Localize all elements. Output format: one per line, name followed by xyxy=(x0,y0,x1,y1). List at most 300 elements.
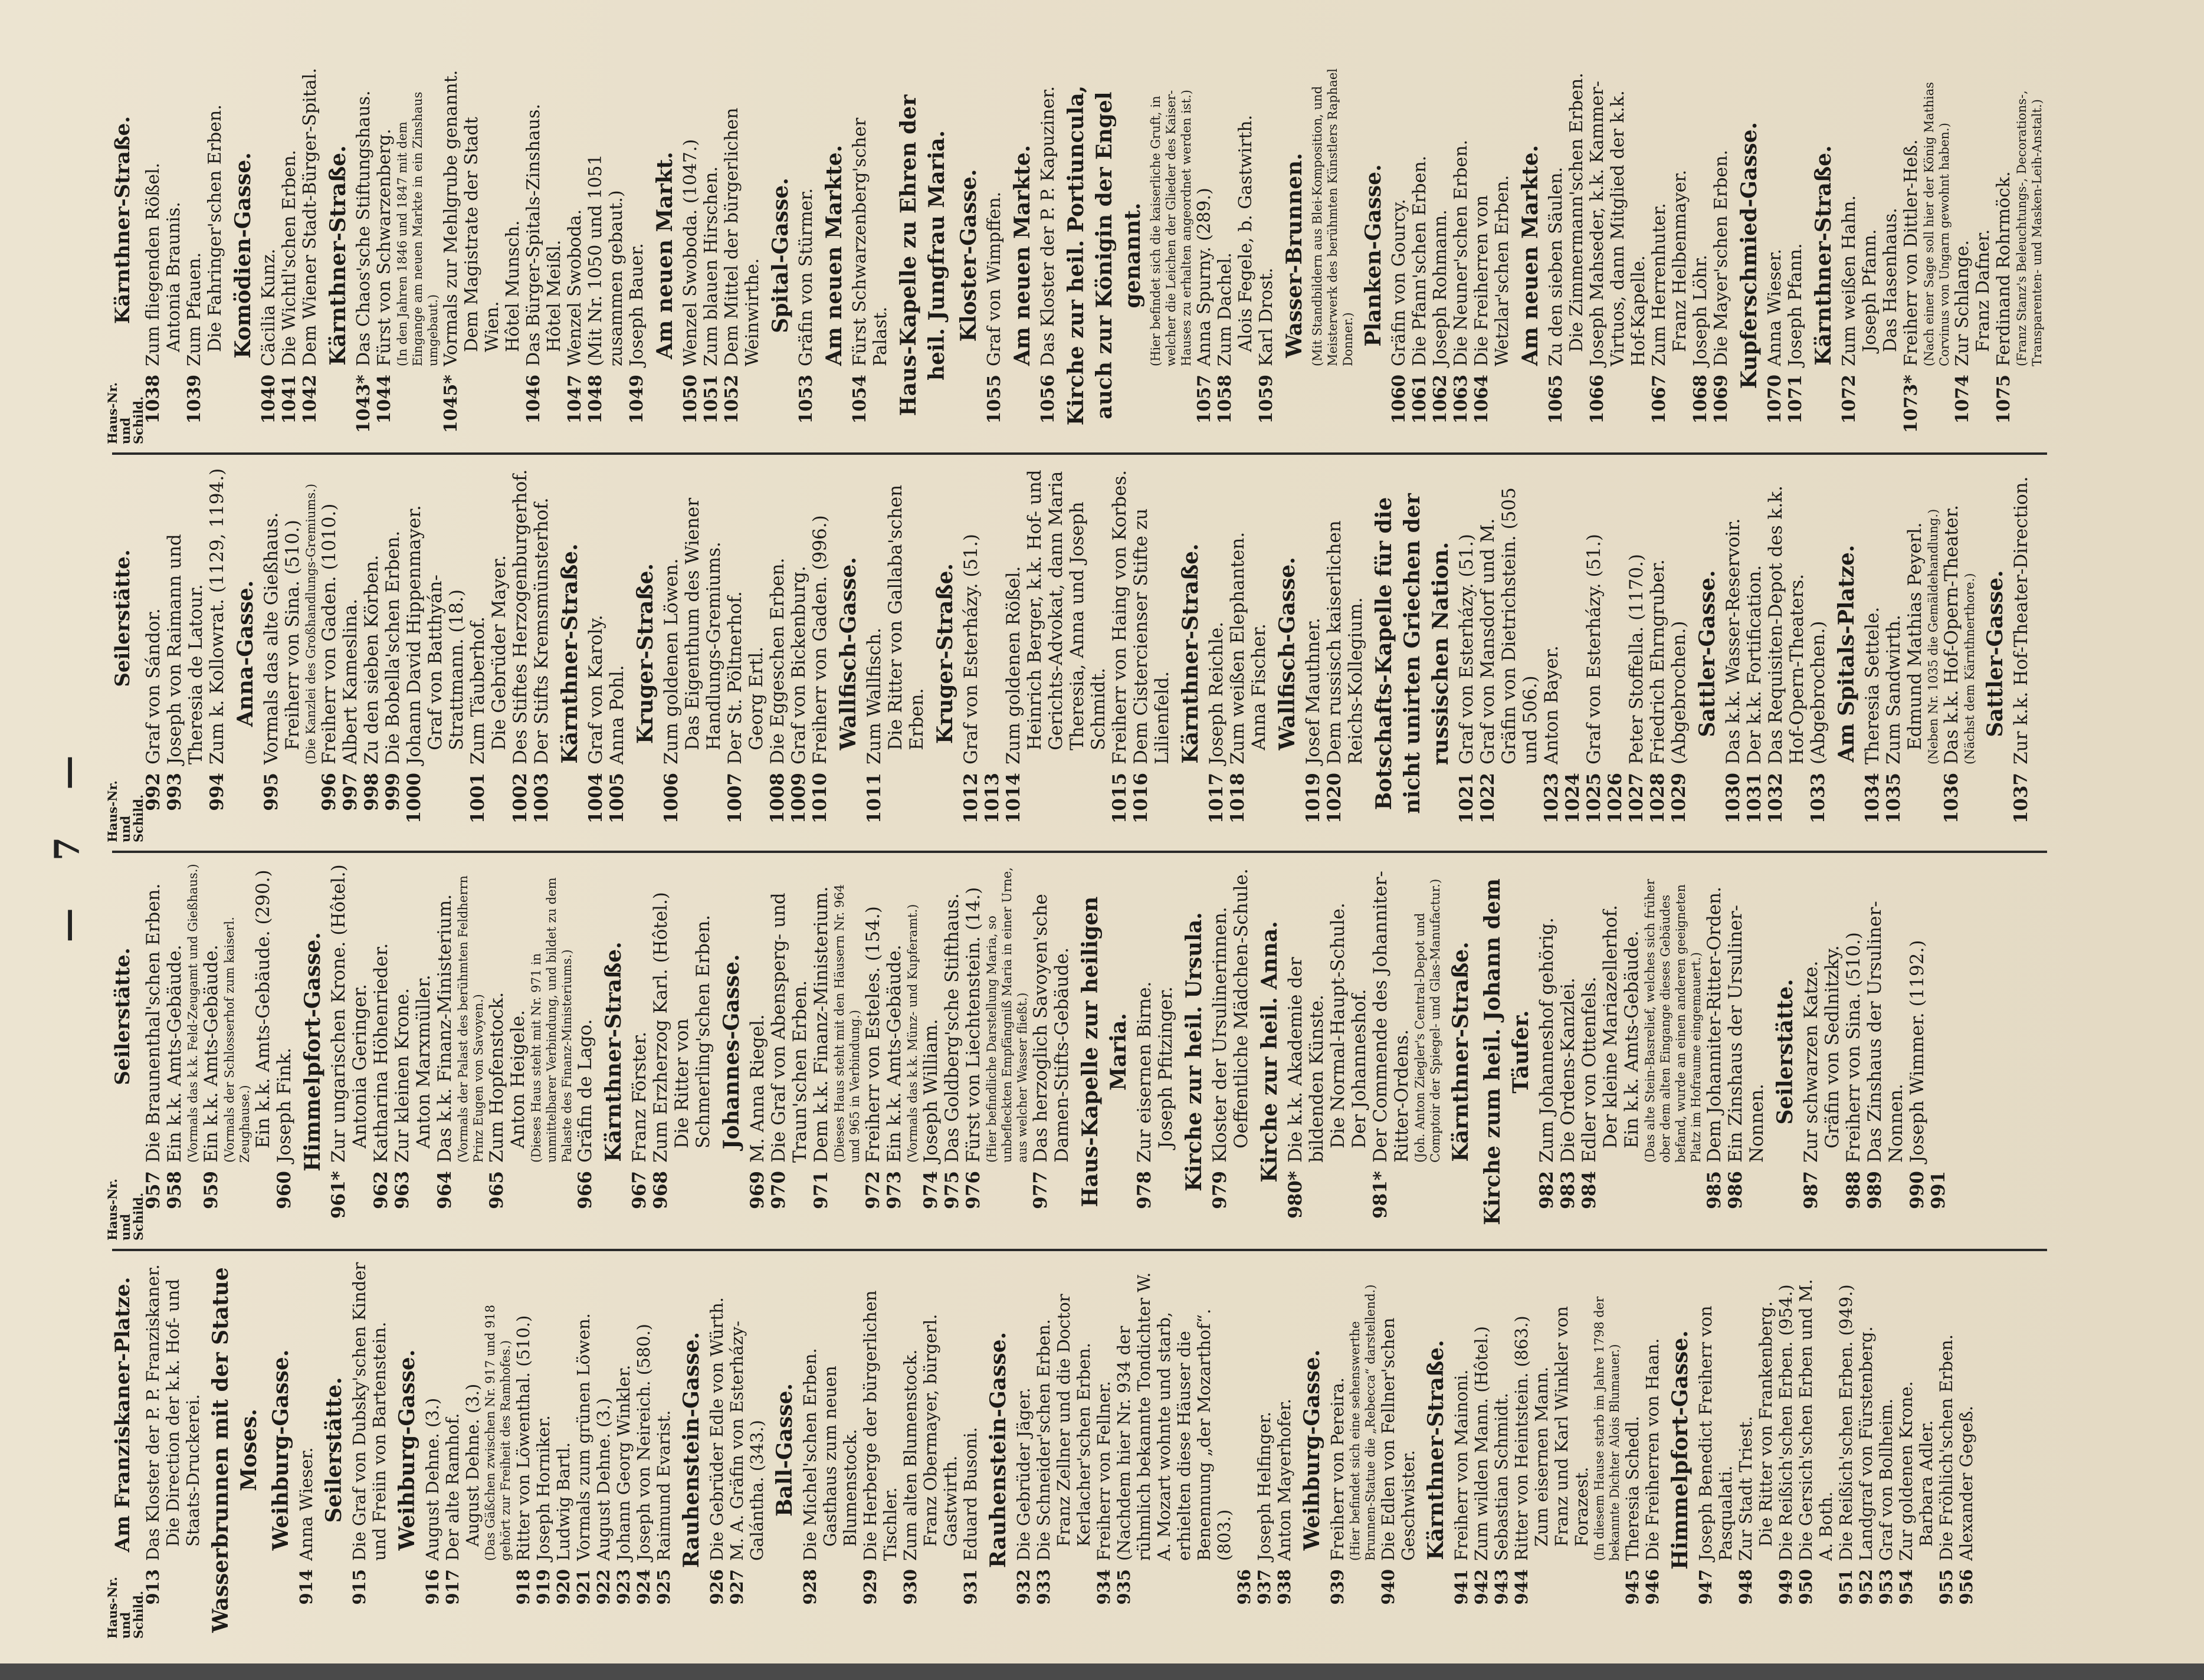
street-heading: Kirche zur heil. Portiuncula, auch zur Königin der Engel genannt. xyxy=(1064,85,1145,426)
house-number xyxy=(1822,1163,1843,1241)
owner-name: Joseph Pfann. xyxy=(1859,229,1880,352)
house-number: 1058 xyxy=(1215,375,1235,424)
owner-name: Ferdinand Rohrmöck. xyxy=(1993,171,2014,366)
house-number: 993 xyxy=(164,773,185,811)
directory-entry xyxy=(1973,67,1993,444)
directory-entry xyxy=(1054,1261,1094,1639)
house-number: 1018 xyxy=(1227,773,1248,824)
house-number xyxy=(463,1561,483,1639)
house-number: 940 xyxy=(1378,1569,1398,1605)
house-number xyxy=(1024,764,1109,842)
directory-entry xyxy=(1227,465,1248,842)
owner-name: Edmund Mathias Peyerl. xyxy=(1904,522,1926,750)
owner-name: Zum goldenen Löwen. xyxy=(661,558,682,764)
house-number xyxy=(205,366,225,444)
directory-entry xyxy=(1765,465,1808,842)
house-number: 946 xyxy=(1642,1569,1662,1605)
directory-entry xyxy=(1736,1261,1756,1639)
owner-name: Das Goldberg'sche Stifthaus. xyxy=(942,893,963,1163)
street-heading: Am Franziskaner-Platze. xyxy=(111,1277,135,1553)
owner-name: Zum Sandwirth. xyxy=(1883,615,1904,764)
house-number: 1008 xyxy=(767,773,788,824)
street-heading: Weihburg-Gasse. xyxy=(395,1349,419,1551)
owner-name: Die Eggeschen Erben. xyxy=(767,557,788,764)
owner-name: Theresia Settele. xyxy=(1862,606,1883,764)
house-number xyxy=(1248,764,1270,842)
house-number: 991 xyxy=(1928,1171,1949,1209)
directory-entry xyxy=(1209,863,1231,1241)
owner-name: Heinrich Berger, k.k. Hof- und Gerichts-Advokat, dann Maria Theresia, Anna und Joseph Schmidt. xyxy=(1024,470,1109,750)
directory-entry xyxy=(163,1261,203,1639)
owner-name: Das k.k. Wasser-Reservoir. xyxy=(1723,518,1744,764)
directory-entry xyxy=(349,1261,389,1639)
directory-entry xyxy=(258,67,279,444)
house-number: 969 xyxy=(747,1171,768,1209)
directory-entry xyxy=(1557,863,1579,1241)
directory-entry xyxy=(796,67,816,444)
owner-name: Freiherr von Sina. (510.) xyxy=(282,520,303,750)
house-number: 1054 xyxy=(850,375,870,424)
owner-name: August Dehne. (3.) xyxy=(422,1397,442,1561)
directory-entry xyxy=(942,863,963,1241)
house-number: 958 xyxy=(164,1171,185,1209)
house-number: 914 xyxy=(296,1569,316,1605)
house-number: 961* xyxy=(328,1171,349,1219)
directory-entry xyxy=(1668,465,1690,842)
owner-name: Edler von Ottenfels. xyxy=(1579,976,1600,1163)
directory-entry xyxy=(1541,465,1562,842)
owner-name: Franz Dafner. xyxy=(1973,229,1993,352)
entry-note: (Hier befindet sich die kaiserliche Gruft, in welcher die Leichen der Glieder des Kaiser-Hauses zu erhalten angeordnet werden ist.) xyxy=(1149,90,1193,366)
owner-name: Graf von Bollheim. xyxy=(1876,1398,1896,1561)
entry-note: (Nächst dem Kärnthnerthore.) xyxy=(1963,573,1977,764)
owner-name: Zum weißen Hahn. xyxy=(1839,195,1859,366)
owner-name: Dem Johanniter-Ritter-Orden. xyxy=(1704,887,1725,1163)
house-number xyxy=(1904,764,1926,842)
owner-name: M. Anna Riegel. xyxy=(747,1014,768,1163)
directory-entry xyxy=(606,465,628,842)
directory-entry xyxy=(920,1261,960,1639)
house-number: 1068 xyxy=(1690,375,1711,424)
street-heading: Kupferschmied-Gasse. xyxy=(1737,122,1762,389)
house-number: 970 xyxy=(768,1171,789,1209)
directory-entry xyxy=(461,67,503,444)
owner-name: Anton Bayer. xyxy=(1541,645,1562,764)
directory-entry xyxy=(1836,1261,1856,1639)
entry-note: (Joh. Anton Ziegler's Central-Depot und Comptoir der Spiegel- und Glas-Manufactur.) xyxy=(1413,878,1442,1163)
owner-name: Zum Täuberhof. xyxy=(467,616,488,764)
owner-name: August Dehne. (3.) xyxy=(593,1397,614,1561)
directory-entry xyxy=(1839,67,1859,444)
street-heading: Kruger-Straße. xyxy=(933,563,957,744)
owner-name: Die Neuner'schen Erben. xyxy=(1451,139,1471,366)
owner-name: Das Chaos'sche Stiftungshaus. xyxy=(353,90,374,366)
owner-name: Anna Spurny. (289.) xyxy=(1194,188,1215,366)
house-number xyxy=(682,764,724,842)
house-number xyxy=(746,764,767,842)
directory-entry xyxy=(370,863,392,1241)
street-heading: Wallfisch-Gasse. xyxy=(1275,557,1300,750)
column-header xyxy=(105,465,146,842)
house-number: 978 xyxy=(1134,1171,1155,1209)
owner-name: Fürst Schwarzenberg'scher Palast. xyxy=(850,117,891,366)
directory-entry xyxy=(503,67,523,444)
owner-name: Die Direction der k.k. Hof- und Staats-Druckerei. xyxy=(163,1279,203,1547)
entry-note: (In den Jahren 1846 und 1847 mit dem Eingange am neuen Markte in ein Zinshaus umgebaut.) xyxy=(395,91,440,366)
house-number: 1023 xyxy=(1541,773,1562,824)
house-number: 1017 xyxy=(1206,773,1227,824)
owner-name: (Mit Nr. 1050 und 1051 zusammen gebaut.) xyxy=(585,154,627,366)
owner-name: Zum k. Kollowrat. (1129, 1194.) xyxy=(206,468,228,764)
directory-entry xyxy=(1477,465,1541,842)
directory-entry xyxy=(488,465,510,842)
column-header xyxy=(105,863,146,1241)
house-number: 1025 xyxy=(1583,773,1605,824)
owner-name: Zum fliegenden Rößel. xyxy=(143,162,163,366)
directory-entry xyxy=(143,1261,163,1639)
owner-name: Peter Stoffella. (1170.) xyxy=(1626,554,1647,764)
street-heading: Kirche zur heil. Anna. xyxy=(1257,921,1282,1183)
directory-entry xyxy=(513,1261,533,1639)
house-number: 1036 xyxy=(1941,773,1962,824)
owner-name: Zur ungarischen Krone. (Hôtel.) xyxy=(328,864,349,1163)
owner-name: Die Wichtl'schen Erben. xyxy=(279,149,300,366)
directory-entry xyxy=(984,67,1005,444)
directory-entry xyxy=(1904,465,1926,842)
house-number: 983 xyxy=(1557,1171,1579,1209)
house-number: 976 xyxy=(963,1171,984,1209)
directory-entry xyxy=(164,465,206,842)
house-number: 947 xyxy=(1695,1569,1716,1605)
directory-entry xyxy=(1876,1261,1896,1639)
column-2 xyxy=(106,863,2053,1241)
column-body xyxy=(143,465,2032,842)
house-number: 1014 xyxy=(1003,773,1024,824)
house-number: 959 xyxy=(201,1171,222,1209)
owner-name: Zur goldenen Krone. xyxy=(1896,1381,1916,1561)
entry-note: (Das Gäßchen zwischen Nr. 917 und 918 gehört zur Freiheit des Ramhofes.) xyxy=(483,1304,513,1561)
street-heading: Kirche zur heil. Ursula. xyxy=(1182,912,1206,1192)
street-heading: Seilerstätte. xyxy=(111,947,135,1085)
street-heading: Haus-Kapelle zur heiligen Maria. xyxy=(1078,896,1131,1208)
house-number xyxy=(1670,366,1690,444)
house-number: 1045* xyxy=(441,375,461,434)
directory-entry xyxy=(862,863,884,1241)
directory-entry xyxy=(788,465,809,842)
directory-entry xyxy=(1800,863,1822,1241)
directory-entry xyxy=(1471,67,1513,444)
owner-name: Anna Fischer. xyxy=(1248,624,1270,750)
house-number: 980* xyxy=(1285,1171,1306,1219)
owner-name: Ein k.k. Amts-Gebäude. xyxy=(1621,930,1642,1149)
owner-name: Alois Fegele, b. Gastwirth. xyxy=(1235,114,1256,352)
owner-name: Landgraf von Fürstenberg. xyxy=(1856,1326,1876,1561)
directory-entry xyxy=(1234,1261,1254,1639)
directory-entry xyxy=(1134,863,1155,1241)
directory-entry xyxy=(422,1261,442,1639)
house-number: 972 xyxy=(862,1171,884,1209)
directory-entry xyxy=(510,465,531,842)
house-number: 955 xyxy=(1936,1569,1956,1605)
house-number: 1002 xyxy=(510,773,531,824)
directory-entry xyxy=(920,863,942,1241)
house-number xyxy=(282,764,303,842)
owner-name xyxy=(1234,1261,1254,1561)
house-number: 1057 xyxy=(1194,375,1215,424)
directory-entry xyxy=(1587,67,1649,444)
owner-name: Franz Förster. xyxy=(629,1031,650,1163)
directory-entry xyxy=(413,863,434,1241)
directory-entry xyxy=(1695,1261,1736,1639)
owner-name: Des Stiftes Herzogenburgerhof. xyxy=(510,469,531,764)
owner-name: Antonia Braunis. xyxy=(163,202,184,352)
house-number: 922 xyxy=(593,1569,614,1605)
street-heading: Seilerstätte. xyxy=(322,1377,346,1523)
directory-entry xyxy=(800,1261,820,1639)
house-number: 1028 xyxy=(1647,773,1668,824)
directory-entry xyxy=(434,863,455,1241)
entry-note: (Dieses Haus steht mit den Häusern Nr. 964 und 965 in Verbindung.) xyxy=(832,884,862,1163)
directory-entry xyxy=(809,465,831,842)
directory-entry xyxy=(143,863,164,1241)
directory-entry xyxy=(1704,863,1725,1241)
directory-entry xyxy=(1764,67,1785,444)
directory-entry xyxy=(1579,863,1600,1241)
owner-name: Die Graf von Abensperg- und Traun'schen Erben. xyxy=(768,892,811,1163)
house-number: 975 xyxy=(942,1171,963,1209)
house-number: 990 xyxy=(1907,1171,1928,1209)
directory-entry xyxy=(1206,465,1227,842)
owner-name: Anton Mayerhofer. xyxy=(1274,1399,1294,1561)
house-number: 918 xyxy=(513,1569,533,1605)
house-number xyxy=(1531,1561,1552,1639)
house-number: 929 xyxy=(860,1569,880,1605)
directory-entry xyxy=(1711,67,1731,444)
owner-name: Graf von Karoly. xyxy=(585,615,606,764)
directory-entry xyxy=(1451,67,1471,444)
directory-entry xyxy=(143,465,164,842)
directory-entry xyxy=(650,863,671,1241)
directory-entry xyxy=(340,465,361,842)
house-number-label: Haus-Nr. und Schild. xyxy=(105,382,146,444)
owner-name: Die Freiherren von Wetzlar'schen Erben. xyxy=(1471,175,1513,366)
column-header xyxy=(105,67,146,444)
street-heading: Wallfisch-Gasse. xyxy=(836,557,861,750)
owner-name: Die Reißich'schen Erben. (954.) xyxy=(1776,1284,1796,1561)
directory-entry xyxy=(627,67,647,444)
owner-name: Franz und Karl Winkler von Forazest. xyxy=(1552,1306,1592,1547)
owner-name: Die Mayer'schen Erben. xyxy=(1711,149,1731,366)
owner-name: Das Hasenhaus. xyxy=(1880,208,1901,352)
house-number: 984 xyxy=(1579,1171,1600,1209)
house-number: 928 xyxy=(800,1569,820,1605)
directory-entry xyxy=(1303,465,1324,842)
owner-name: Joseph Rohmann. xyxy=(1430,209,1451,366)
owner-name: Zur Stadt Triest. xyxy=(1736,1416,1756,1561)
entry-note: (Hier befindliche Darstellung Maria, so unbefleckten Empfängniß Maria in einer Urne, aus welcher Wasser fließt.) xyxy=(985,867,1029,1163)
owner-name: Die Schneider'schen Erben. xyxy=(1034,1319,1054,1561)
house-number: 956 xyxy=(1956,1569,1976,1605)
directory-entry xyxy=(467,465,488,842)
directory-entry xyxy=(252,863,274,1241)
street-heading: Planken-Gasse. xyxy=(1361,164,1386,347)
street-heading: Anna-Gasse. xyxy=(233,580,258,727)
house-number xyxy=(885,764,927,842)
directory-entry xyxy=(982,465,1003,842)
directory-entry xyxy=(441,67,461,444)
directory-entry xyxy=(1451,1261,1471,1639)
owner-name: Vormals zur Mehlgrube genannt. xyxy=(441,70,461,366)
owner-name: Sebastian Schmidt. xyxy=(1491,1393,1511,1561)
owner-name: Der Commende des Johanniter-Ritter-Ordens. xyxy=(1370,871,1412,1163)
house-number xyxy=(671,1163,714,1241)
owner-name: Kloster der Ursulinerinnen. xyxy=(1209,907,1231,1163)
owner-name: Antonia Geringer. xyxy=(349,984,370,1149)
house-number: 964 xyxy=(434,1171,455,1209)
house-number: 1034 xyxy=(1862,773,1883,824)
column-body xyxy=(143,1261,1976,1639)
directory-entry xyxy=(164,863,185,1241)
owner-name: Josef Mauthner. xyxy=(1303,618,1324,764)
directory-entry xyxy=(1859,67,1880,444)
directory-entry xyxy=(1796,1261,1836,1639)
directory-entry xyxy=(1430,67,1451,444)
house-number: 981* xyxy=(1370,1171,1391,1219)
house-number: 923 xyxy=(614,1569,634,1605)
directory-entry xyxy=(884,863,905,1241)
column-1 xyxy=(106,1261,2053,1639)
house-number xyxy=(1621,1163,1642,1241)
house-number-label: Haus-Nr. und Schild. xyxy=(105,780,146,842)
house-number: 952 xyxy=(1856,1569,1876,1605)
owner-name: Die Reißich'schen Erben. (949.) xyxy=(1836,1284,1856,1561)
street-heading: Kärnthner-Straße. xyxy=(111,116,135,324)
owner-name: Das Bürger-Spitals-Zinshaus. xyxy=(523,103,544,366)
house-number-label: Haus-Nr. und Schild. xyxy=(105,1577,146,1639)
house-number: 1044 xyxy=(374,375,395,424)
directory-entry xyxy=(671,863,714,1241)
house-number xyxy=(1880,366,1901,444)
directory-entry xyxy=(1370,863,1412,1241)
house-number: 994 xyxy=(206,773,228,811)
owner-name: Joseph von Raimann und Theresia de Latour. xyxy=(164,534,206,764)
house-number: 943 xyxy=(1491,1569,1511,1605)
directory-entry xyxy=(1642,1261,1662,1639)
house-number: 951 xyxy=(1836,1569,1856,1605)
owner-name: Friedrich Ehrngruber. xyxy=(1647,559,1668,764)
directory-entry xyxy=(1756,1261,1776,1639)
owner-name: Die Gersich'schen Erben und M. A. Both. xyxy=(1796,1279,1836,1561)
owner-name: Die Gebrüder Mayer. xyxy=(488,555,510,750)
owner-name: Die Edlen von Fellner'schen Geschwister. xyxy=(1378,1317,1418,1561)
directory-entry xyxy=(206,465,228,842)
street-heading: Himmelpfort-Gasse. xyxy=(300,932,325,1172)
owner-name: Wenzel Swoboda. xyxy=(565,209,585,366)
owner-name: Die Ritter von Frankenberg. xyxy=(1756,1301,1776,1547)
directory-entry xyxy=(296,1261,316,1639)
house-number: 1022 xyxy=(1477,773,1498,824)
house-number xyxy=(349,1163,370,1241)
directory-entry xyxy=(349,863,370,1241)
directory-entry xyxy=(1231,863,1252,1241)
street-heading: Johannes-Gasse. xyxy=(719,954,744,1150)
directory-entry xyxy=(353,67,374,444)
directory-entry xyxy=(724,465,746,842)
owner-name: (Abgebrochen.) xyxy=(1668,621,1690,764)
directory-entry xyxy=(1256,67,1277,444)
house-number: 920 xyxy=(553,1569,573,1605)
owner-name: Joseph von Neireich. (580.) xyxy=(634,1324,654,1561)
house-number xyxy=(488,764,510,842)
directory-entry xyxy=(319,465,340,842)
directory-entry xyxy=(707,1261,727,1639)
directory-entry xyxy=(1215,67,1235,444)
directory-entry xyxy=(184,67,205,444)
house-number xyxy=(1231,1163,1252,1241)
directory-entry xyxy=(1862,465,1883,842)
directory-entry xyxy=(885,465,927,842)
owner-name: Zu den sieben Säulen. xyxy=(1546,166,1566,366)
owner-name: Franz Helbenmayer. xyxy=(1670,169,1690,352)
owner-name: Joseph Bauer. xyxy=(627,243,647,366)
owner-name: Vormals das alte Gießhaus. xyxy=(261,512,282,764)
owner-name: Raimund Evarist. xyxy=(654,1410,674,1561)
owner-name: Ein k.k. Amts-Gebäude. xyxy=(164,944,185,1163)
house-number: 1004 xyxy=(585,773,606,824)
house-number: 1039 xyxy=(184,375,205,424)
house-number: 953 xyxy=(1876,1569,1896,1605)
directory-entry xyxy=(811,863,832,1241)
directory-entry xyxy=(629,863,650,1241)
directory-entry xyxy=(1114,1261,1234,1639)
entry-note: (Nach einer Sage soll hier der König Mathias Corvinus von Ungarn gewohnt haben.) xyxy=(1922,82,1952,366)
house-number: 996 xyxy=(319,773,340,811)
house-number: 1007 xyxy=(724,773,746,824)
house-number: 1001 xyxy=(467,773,488,824)
street-heading: Kirche zum heil. Johann dem Täufer. xyxy=(1480,878,1533,1225)
directory-entry xyxy=(727,1261,767,1639)
owner-name: Die Pfann'schen Erben. xyxy=(1409,155,1430,366)
house-number: 1015 xyxy=(1109,773,1130,824)
column-header xyxy=(105,1261,146,1639)
house-number: 921 xyxy=(573,1569,593,1605)
house-number: 1073* xyxy=(1901,375,1921,434)
column-divider xyxy=(112,452,2047,455)
owner-name: Das Zinshaus der Ursuliner-Nonnen. xyxy=(1864,901,1907,1163)
owner-name: Das Eigenthum des Wiener Handlungs-Gremiums. xyxy=(682,497,724,750)
directory-entry xyxy=(1324,465,1366,842)
street-heading: Rauhenstein-Gasse. xyxy=(679,1331,704,1569)
house-number xyxy=(544,366,565,444)
house-number: 1053 xyxy=(796,375,816,424)
owner-name: Ein k.k. Amts-Gebäude. xyxy=(201,944,222,1163)
owner-name: Eduard Busoni. xyxy=(960,1427,980,1561)
house-number: 927 xyxy=(727,1569,747,1605)
house-number: 945 xyxy=(1622,1569,1642,1605)
house-number: 930 xyxy=(900,1569,920,1605)
house-number: 936 xyxy=(1234,1569,1254,1605)
directory-entry xyxy=(300,67,320,444)
house-number xyxy=(1600,1163,1621,1241)
directory-entry xyxy=(850,67,891,444)
directory-entry xyxy=(1626,465,1647,842)
directory-entry xyxy=(1864,863,1907,1241)
directory-entry xyxy=(1034,1261,1054,1639)
house-number: 971 xyxy=(811,1171,832,1209)
house-number: 1052 xyxy=(721,375,742,424)
house-number: 934 xyxy=(1094,1569,1114,1605)
directory-entry xyxy=(747,863,768,1241)
